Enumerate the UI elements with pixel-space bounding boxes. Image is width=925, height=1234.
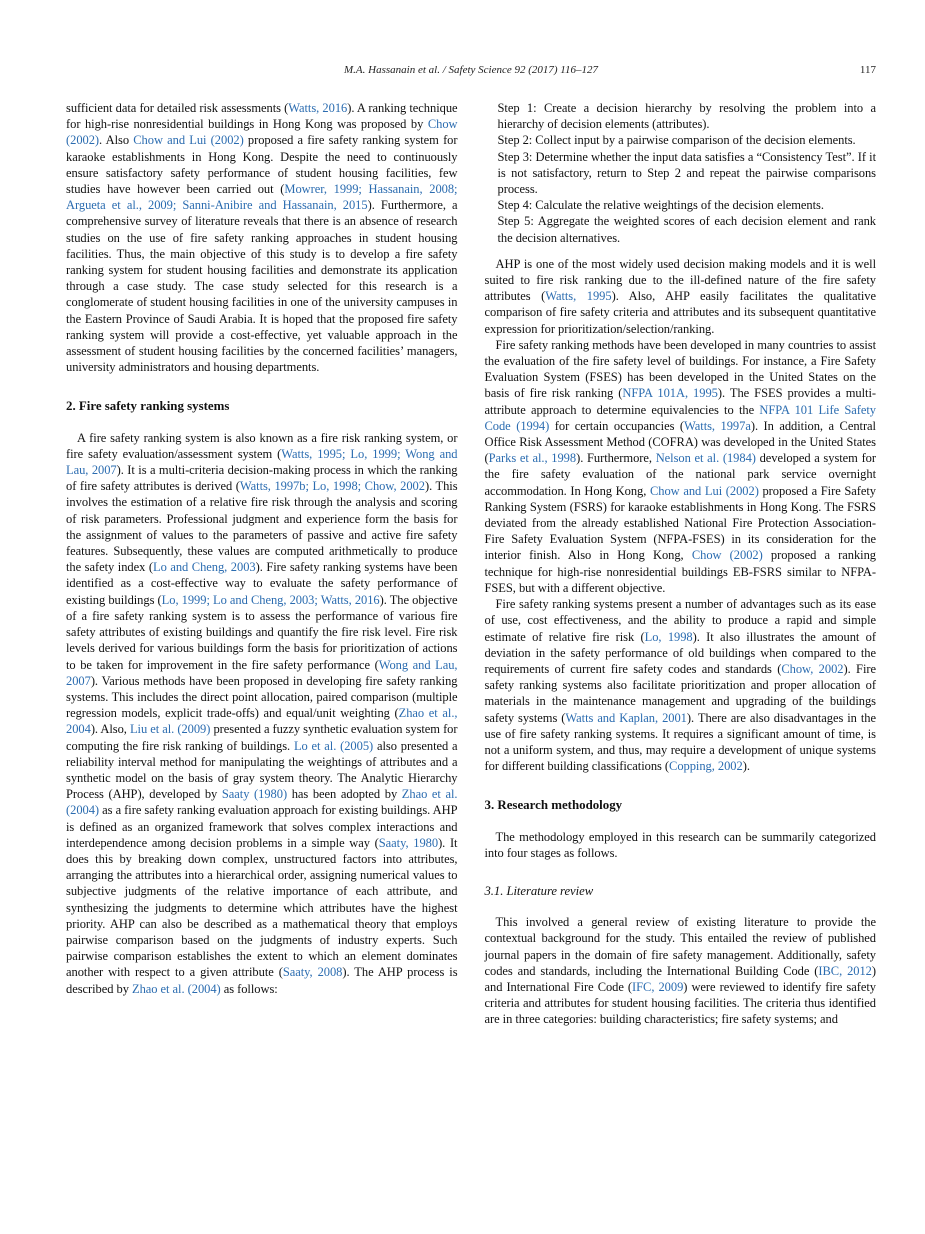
paragraph-ranking-methods-countries xyxy=(485,337,877,596)
paragraph-methodology-intro: The methodology employed in this research can be summarily categorized into four stages as follows. xyxy=(484,829,876,860)
citation-link[interactable]: IFC, 2009 xyxy=(632,979,684,994)
step-item-1: Step 1: Create a decision hierarchy by resolving the problem into a hierarchy of decision elements (attributes). xyxy=(497,101,876,132)
step-item-5: Step 5: Aggregate the weighted scores of each decision element and rank the decision alternatives. xyxy=(497,214,876,245)
citation-link[interactable]: Chow, 2002 xyxy=(781,661,844,676)
citation-link[interactable]: Zhao et al. (2004) xyxy=(132,981,221,996)
text-segment: ). This involves the estimation of a relative fire risk through the analysis and scoring of risk parameters. Professional judgment and experience form the basis for the assignment of values to the parameters of passive and active fire safety features. Subsequently, these values are computed arithmetically to produce the safety index ( xyxy=(66,479,458,575)
text-segment: proposed a fire safety ranking system for karaoke establishments in Hong Kong. Despite the need to continuously ensure satisfactory safety performance of student housing facilities, few studies have however been carried out ( xyxy=(66,133,458,197)
text-segment: Fire safety ranking methods have been developed in many countries to assist the evaluation of the fire safety level of buildings. For instance, a Fire Safety Evaluation System (FSES) has been developed in the United States on the basis of fire risk ranking ( xyxy=(484,337,876,401)
text-segment: ). The AHP process is described by xyxy=(66,965,458,996)
citation-link[interactable]: NFPA 101 Life Safety Code (1994) xyxy=(484,402,877,433)
paragraph-ahp-suitability xyxy=(485,256,877,337)
citation-link[interactable]: Lo, 1998 xyxy=(644,629,693,644)
section-heading-research-methodology: 3. Research methodology xyxy=(484,798,623,813)
citation-link[interactable]: Zhao et al., 2004 xyxy=(66,706,458,737)
citation-link[interactable]: Zhao et al. (2004) xyxy=(66,787,458,818)
ahp-steps-list xyxy=(485,100,877,246)
text-segment: ). Various methods have been proposed in developing fire safety ranking systems. This includes the direct point allocation, paired comparison (multiple regression models, explicit trade-offs) and equal/unit weighting ( xyxy=(66,673,458,721)
text-segment: proposed a ranking technique for high-rise nonresidential buildings EB-FSRS similar to NFPA-FSES, but with a different objective. xyxy=(484,548,877,595)
text-segment: . Also xyxy=(99,133,134,148)
paragraph-intro-continued xyxy=(66,100,458,375)
text-segment: ). A ranking technique for high-rise nonresidential buildings in Hong Kong was proposed by xyxy=(66,101,458,132)
running-head xyxy=(66,64,876,79)
right-column xyxy=(485,100,877,1028)
text-segment: as follows: xyxy=(220,981,278,996)
step-item-4: Step 4: Calculate the relative weightings of the decision elements. xyxy=(497,198,824,213)
text-segment: for certain occupancies ( xyxy=(549,418,685,433)
text-segment: proposed a Fire Safety Ranking System (FSRS) for karaoke establishments in Hong Kong. The FSRS deviated from the already established National Fire Protection Association-Fire Safety Evaluation System (NFPA-FSES) in its consideration for the interior finish. Also in Hong Kong, xyxy=(484,483,876,563)
text-segment: ) were reviewed to identify fire safety criteria and attributes for student housing facilities. The criteria thus identified are in three categories: building characteristics; fire safety systems; and xyxy=(484,979,876,1027)
text-segment: ). In addition, a Central Office Risk Assessment Method (COFRA) was developed in the United States ( xyxy=(484,418,876,466)
text-segment: Fire safety ranking systems present a number of advantages such as its ease of use, cost effectiveness, and the ability to produce a rapid and simple estimate of relative fire risk ( xyxy=(484,597,876,644)
text-segment: ). There are also disadvantages in the use of fire safety ranking systems. It requires a significant amount of time, is not a uniform system, and thus, may require a development of unique systems for different building classifications ( xyxy=(484,710,877,774)
text-segment: as a fire safety ranking evaluation approach for existing buildings. AHP is defined as an organized framework that solves complex interactions and interdependence among decision problems in a simple way ( xyxy=(66,803,458,850)
citation-link[interactable]: Lo et al. (2005) xyxy=(293,738,374,753)
citation-link[interactable]: Lo and Cheng, 2003 xyxy=(152,560,256,575)
running-title: M.A. Hassanain et al. / Safety Science 92 (2017) 116–127 xyxy=(344,64,598,76)
step-item-2: Step 2: Collect input by a pairwise comparison of the decision elements. xyxy=(497,133,856,148)
text-segment: presented a fuzzy synthetic evaluation system for computing the fire risk ranking of buildings. xyxy=(66,722,458,753)
text-segment: ). Fire safety ranking systems also facilitate prioritization and proper allocation of materials in the maintenance management and upgrading of the buildings safety systems ( xyxy=(484,661,876,725)
text-segment: A fire safety ranking system is also known as a fire risk ranking system, or fire safety evaluation/assessment system ( xyxy=(66,430,458,461)
citation-link[interactable]: Saaty, 2008 xyxy=(282,965,343,980)
text-segment: ). Also, xyxy=(90,722,130,737)
paragraph-advantages-disadvantages xyxy=(485,596,877,774)
citation-link[interactable]: IBC, 2012 xyxy=(818,963,872,978)
citation-link[interactable]: Lo, 1999; Lo and Cheng, 2003; Watts, 2016 xyxy=(161,592,380,607)
section-heading-fire-safety-ranking-systems: 2. Fire safety ranking systems xyxy=(66,399,230,414)
citation-link[interactable]: Watts, 1995 xyxy=(545,289,612,304)
paragraph-ranking-systems xyxy=(66,430,458,997)
text-segment: This involved a general review of existing literature to provide the contextual background for the study. This entailed the review of published journal papers in the domain of fire safety management. Additionally, safety codes and standards, including the International Building Code ( xyxy=(484,915,876,978)
text-segment: ). The FSES provides a multi-attribute approach to determine equivalencies to the xyxy=(484,386,876,417)
citation-link[interactable]: Watts, 1995; Lo, 1999; Wong and Lau, 2007 xyxy=(66,446,458,478)
citation-link[interactable]: Mowrer, 1999; Hassanain, 2008; Argueta et al., 2009; Sanni-Anibire and Hassanain, 2015 xyxy=(66,182,458,213)
citation-link[interactable]: Saaty, 1980 xyxy=(378,835,439,850)
citation-link[interactable]: Chow (2002) xyxy=(691,548,763,563)
citation-link[interactable]: Nelson et al. (1984) xyxy=(655,451,756,466)
text-segment: ). It is a multi-criteria decision-making process in which the ranking of fire safety attributes is derived ( xyxy=(66,463,458,494)
subsection-heading-literature-review: 3.1. Literature review xyxy=(484,883,594,898)
text-segment: has been adopted by xyxy=(287,787,402,802)
citation-link[interactable]: Copping, 2002 xyxy=(669,759,743,774)
citation-link[interactable]: Chow and Lui (2002) xyxy=(133,133,244,148)
paragraph-literature-review xyxy=(485,914,877,1027)
left-column xyxy=(66,100,458,1028)
text-segment: ). Furthermore, xyxy=(576,451,656,466)
text-segment: ). It does this by breaking down complex, unstructured factors into attributes, arranging the attributes into a hierarchical order, assigning numerical values to subjective judgments of the relative importance of each attribute, and synthesizing the judgments to determine which attributes have the highest priority. AHP can also be described as a mathematical theory that employs pairwise comparison based on the judgments of industry experts. Such pairwise comparison establishes the extent to which an element dominates another with respect to a given attribute ( xyxy=(66,835,458,980)
text-segment: also presented a reliability interval method for manipulating the weightings of attributes and a synthetic model on the basis of gray system theory. The Analytic Hierarchy Process (AHP), developed by xyxy=(66,738,458,802)
citation-link[interactable]: Watts, 1997b; Lo, 1998; Chow, 2002 xyxy=(239,479,425,494)
citation-link[interactable]: Liu et al. (2009) xyxy=(129,722,211,737)
citation-link[interactable]: Watts and Kaplan, 2001 xyxy=(565,710,687,725)
text-segment: ). xyxy=(742,759,750,774)
text-segment: sufficient data for detailed risk assessments ( xyxy=(66,101,289,115)
step-item-3: Step 3: Determine whether the input data satisfies a “Consistency Test”. If it is not satisfactory, return to Step 2 and repeat the pairwise comparisons process. xyxy=(497,149,876,197)
page-number: 117 xyxy=(859,64,876,76)
text-segment: ). The objective of a fire safety ranking system is to assess the performance of various fire safety attributes of existing buildings and quantify the fire risk level. Fire risk levels derived for various buildings form the basis for prioritization of actions to be taken for improvement in the fire safety performance ( xyxy=(66,592,458,672)
citation-link[interactable]: Watts, 1997a xyxy=(684,418,751,433)
citation-link[interactable]: Saaty (1980) xyxy=(221,787,288,802)
citation-link[interactable]: Watts, 2016 xyxy=(288,101,348,115)
text-segment: ). Fire safety ranking systems have been identified as a cost-effective way to evaluate the safety performance of existing buildings ( xyxy=(66,560,458,607)
citation-link[interactable]: NFPA 101A, 1995 xyxy=(622,386,718,401)
text-segment: ). Also, AHP easily facilitates the qualitative comparison of fire safety criteria and attributes and its subsequent quantitative expression for prioritization/selection/ranking. xyxy=(484,289,877,336)
citation-link[interactable]: Chow (2002) xyxy=(66,117,458,148)
text-segment: ) and International Fire Code ( xyxy=(484,963,876,994)
citation-link[interactable]: Chow and Lui (2002) xyxy=(650,483,759,498)
text-segment: developed a system for the fire safety evaluation of the national park service overnight accommodation. In Hong Kong, xyxy=(484,451,876,498)
citation-link[interactable]: Parks et al., 1998 xyxy=(488,451,577,466)
citation-link[interactable]: Wong and Lau, 2007 xyxy=(66,657,458,688)
text-segment: AHP is one of the most widely used decision making models and it is well suited to fire risk ranking due to the ill-defined nature of the fire safety attributes ( xyxy=(484,256,876,304)
text-segment: ). It also illustrates the amount of deviation in the safety performance of old buildings when compared to the requirements of current fire safety codes and standards ( xyxy=(484,629,876,676)
two-column-body xyxy=(66,100,876,1028)
text-segment: ). Furthermore, a comprehensive survey of literature reveals that there is an absence of research studies on the use of fire safety ranking approaches in student housing facilities. Thus, the main objective of this study is to develop a fire safety ranking system for student housing facilities and demonstrate its application through a case study. The case study selected for this research is a conglomerate of student housing facilities in one of the university campuses in the Eastern Province of Saudi Arabia. It is hoped that the proposed fire safety ranking system will provide a cost-effective, yet valuable approach in the assessment of student housing facilities by the concerned facilities’ managers, university administrators and housing departments. xyxy=(66,198,458,375)
